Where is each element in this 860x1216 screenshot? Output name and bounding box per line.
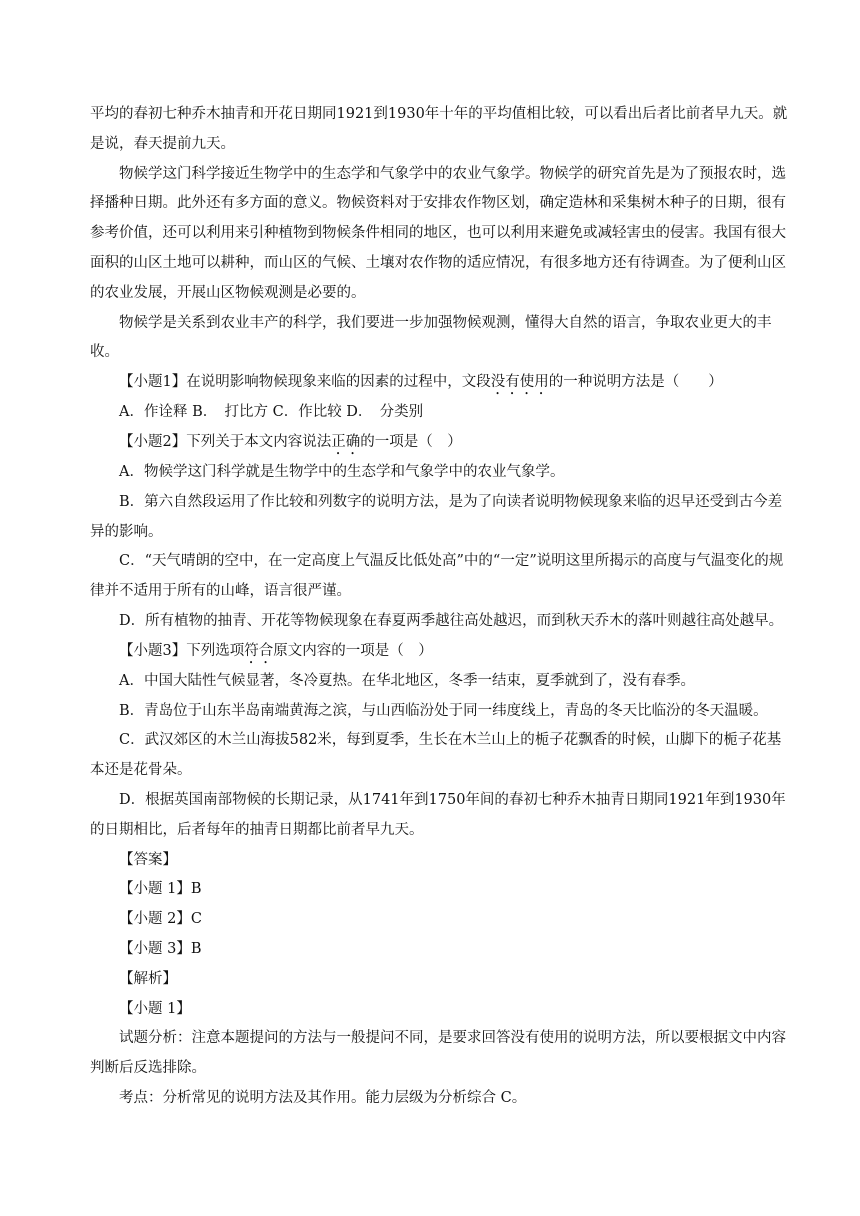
question-3-stem-tail: 原文内容的一项是（ ） [273,642,433,659]
question-1-stem [90,368,790,398]
question-2-option-a: A．物候学这门科学就是生物学中的生态学和气象学中的农业气象学。 [119,463,565,480]
analysis-text: 试题分析：注意本题提问的方法与一般提问不同，是要求回答没有使用的说明方法，所以要根据文中内容判断后反选排除。 [90,1030,786,1077]
question-1-options: A．作诠释 B． 打比方 C．作比较 D． 分类别 [119,404,424,421]
passage-paragraph-phenology: 物候学这门科学接近生物学中的生态学和气象学中的农业气象学。物候学的研究首先是为了预报农时，选择播种日期。此外还有多方面的意义。物候资料对于安排农作物区划，确定造林和采集树木种子的日期，很有参考价值，还可以利用来引种植物到物候条件相同的地区，也可以利用来避免或减轻害虫的侵害。我国有很大面积的山区土地可以耕种，而山区的气候、土壤对农作物的适应情况，有很多地方还有待调查。为了便利山区的农业发展，开展山区物候观测是必要的。 [90,165,786,301]
question-1-stem-tail: 的一种说明方法是（ ） [548,374,723,391]
question-2-option-b: B．第六自然段运用了作比较和列数字的说明方法，是为了向读者说明物候现象来临的迟早还受到古今差异的影响。 [90,493,783,540]
question-1-emphasis: 没有使用 [490,374,549,391]
question-3-stem-text: 【小题3】下列选项 [119,642,245,659]
question-2-emphasis: 正确 [331,433,361,450]
question-2-stem-text: 【小题2】下列关于本文内容说法 [119,433,332,450]
question-3-emphasis: 符合 [244,642,274,659]
answer-item-1: 【小题 1】B [119,881,202,898]
question-3-option-b: B．青岛位于山东半岛南端黄海之滨，与山西临汾处于同一纬度线上，青岛的冬天比临汾的冬天温暖。 [119,702,768,719]
passage-paragraph-continuation: 平均的春初七种乔木抽青和开花日期同1921到1930年十年的平均值相比较，可以看出后者比前者早九天。就是说，春天提前九天。 [90,106,788,152]
question-2-stem [90,428,790,458]
passage-paragraph-closing: 物候学是关系到农业丰产的科学，我们要进一步加强物候观测，懂得大自然的语言，争取农业更大的丰收。 [90,314,772,361]
question-3-stem [90,637,790,667]
analysis-heading: 【解析】 [119,970,177,987]
question-1-stem-text: 【小题1】在说明影响物候现象来临的因素的过程中，文段 [119,374,491,391]
answer-item-3: 【小题 3】B [119,940,202,957]
answer-heading: 【答案】 [119,851,177,868]
kaodian-text: 考点：分析常见的说明方法及其作用。能力层级为分析综合 C。 [119,1089,527,1106]
question-3-option-d: D．根据英国南部物候的长期记录，从1741年到1750年间的春初七种乔木抽青日期同1921年到1930年的日期相比，后者每年的抽青日期都比前者早九天。 [90,791,786,838]
question-2-option-d: D．所有植物的抽青、开花等物候现象在春夏两季越往高处越迟，而到秋天乔木的落叶则越往高处越早。 [119,612,784,629]
question-3-option-a: A．中国大陆性气候显著，冬冷夏热。在华北地区，冬季一结束，夏季就到了，没有春季。 [119,672,695,689]
question-2-stem-tail: 的一项是（ ） [360,433,462,450]
question-3-option-c: C．武汉郊区的木兰山海拔582米，每到夏季，生长在木兰山上的栀子花飘香的时候，山脚下的栀子花基本还是花骨朵。 [90,732,782,779]
document-content [90,100,790,1114]
question-2-option-c: C．“天气晴朗的空中，在一定高度上气温反比低处高”中的“一定”说明这里所揭示的高度与气温变化的规律并不适用于所有的山峰，语言很严谨。 [90,553,784,600]
answer-item-2: 【小题 2】C [119,911,202,928]
analysis-q1-label: 【小题 1】 [119,1000,191,1017]
